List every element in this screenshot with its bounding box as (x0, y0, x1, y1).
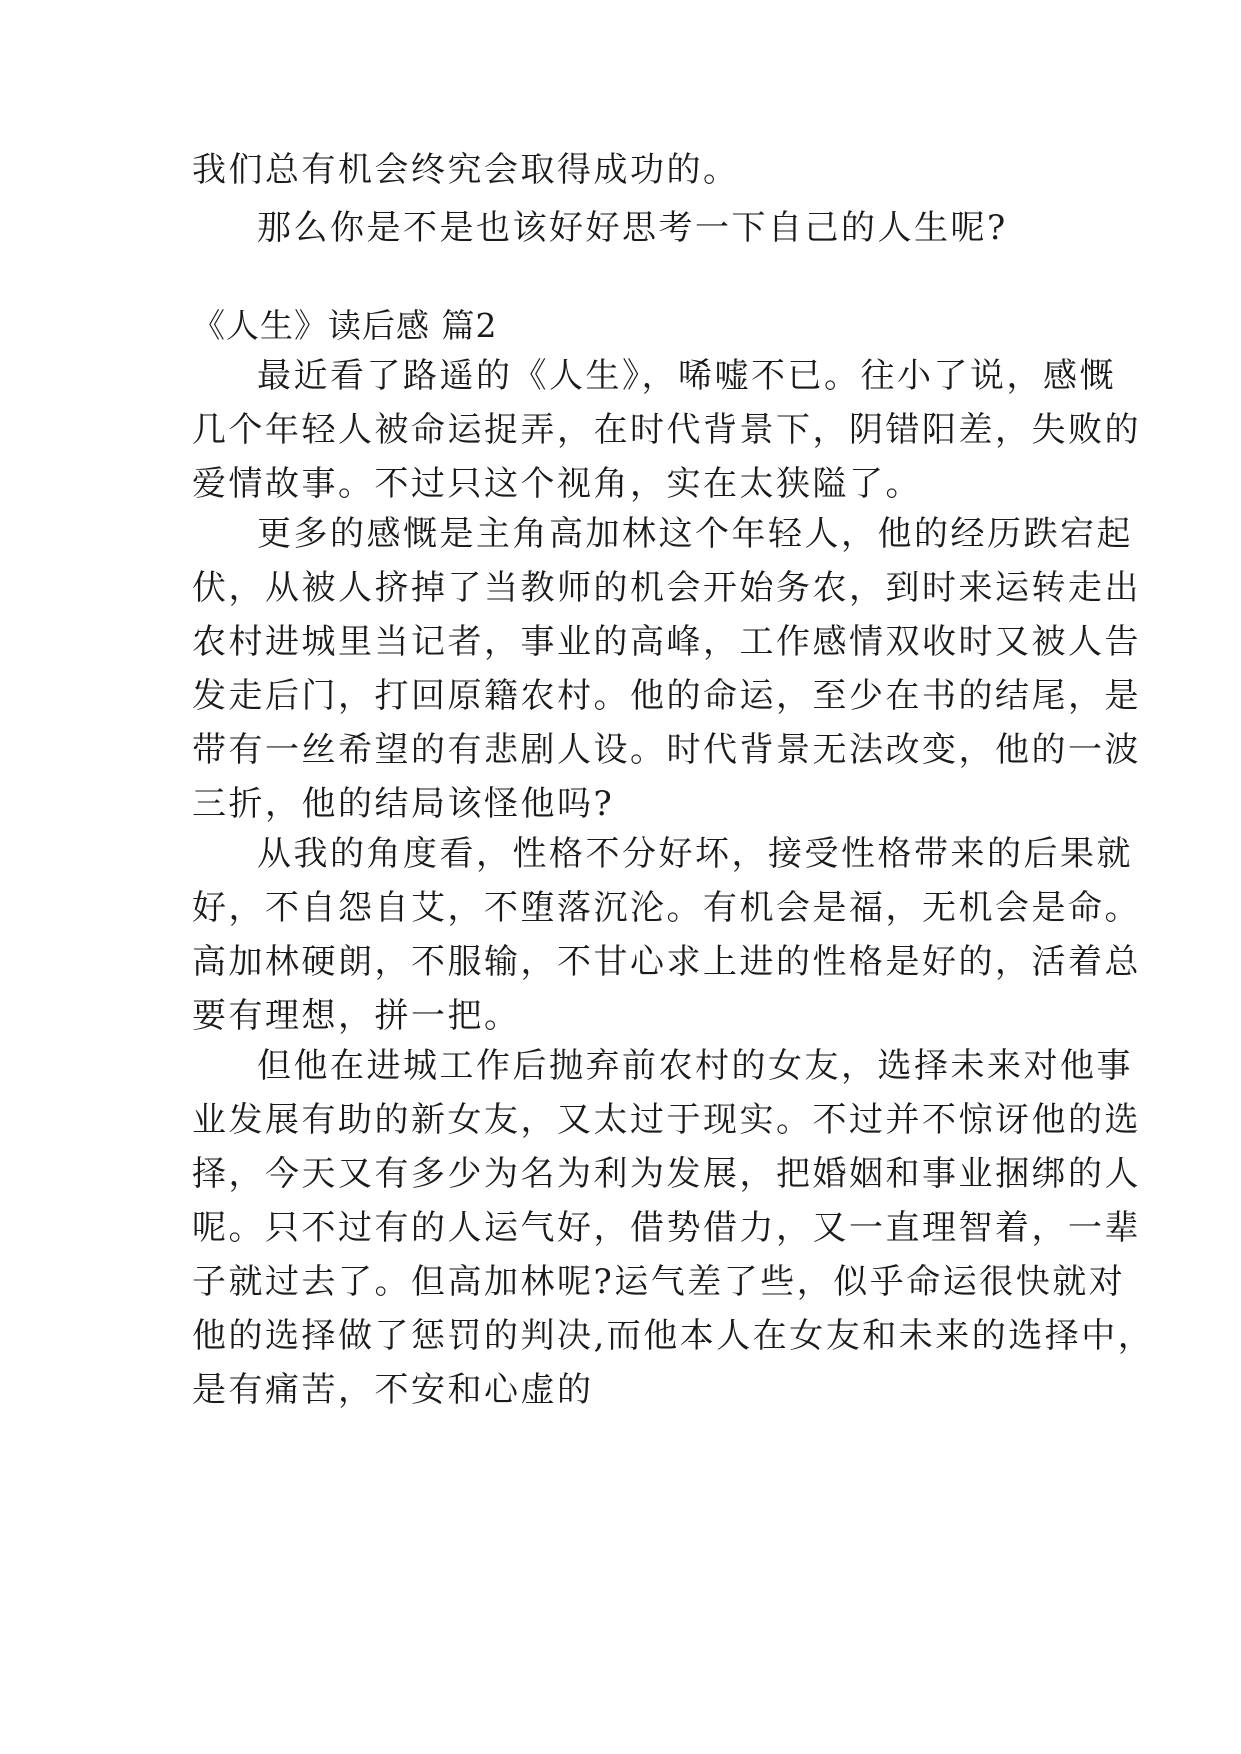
text-line: 呢。只不过有的人运气好，借势借力，又一直理智着，一辈 (192, 1208, 1141, 1248)
text-line: 择，今天又有多少为名为利为发展，把婚姻和事业捆绑的人 (192, 1154, 1141, 1194)
text-line: 几个年轻人被命运捉弄，在时代背景下，阴错阳差，失败的 (192, 410, 1141, 450)
text-line: 最近看了路遥的《人生》，唏嘘不已。往小了说，感慨 (257, 356, 1116, 396)
text-line: 是有痛苦，不安和心虚的 (192, 1370, 594, 1410)
text-line: 好，不自怨自艾，不堕落沉沦。有机会是福，无机会是命。 (192, 888, 1141, 928)
text-line: 带有一丝希望的有悲剧人设。时代背景无法改变，他的一波 (192, 730, 1141, 770)
text-line: 要有理想，拼一把。 (192, 996, 521, 1036)
text-line: 业发展有助的新女友，又太过于现实。不过并不惊讶他的选 (192, 1100, 1141, 1140)
text-line: 高加林硬朗，不服输，不甘心求上进的性格是好的，活着总 (192, 942, 1141, 982)
text-line: 农村进城里当记者，事业的高峰，工作感情双收时又被人告 (192, 622, 1141, 662)
text-line: 我们总有机会终究会取得成功的。 (192, 150, 740, 190)
text-line: 从我的角度看，性格不分好坏，接受性格带来的后果就 (257, 834, 1133, 874)
text-line: 爱情故事。不过只这个视角，实在太狭隘了。 (192, 464, 922, 504)
text-line: 子就过去了。但高加林呢?运气差了些，似乎命运很快就对 (192, 1262, 1126, 1302)
text-line: 那么你是不是也该好好思考一下自己的人生呢? (257, 208, 1008, 248)
text-line: 发走后门，打回原籍农村。他的命运，至少在书的结尾，是 (192, 676, 1141, 716)
text-line: 三折，他的结局该怪他吗? (192, 784, 615, 824)
text-line: 更多的感慨是主角高加林这个年轻人，他的经历跌宕起 (257, 514, 1133, 554)
text-line: 他的选择做了惩罚的判决,而他本人在女友和未来的选择中， (192, 1316, 1155, 1356)
section-title: 《人生》读后感 篇2 (192, 306, 498, 345)
text-line: 伏，从被人挤掉了当教师的机会开始务农，到时来运转走出 (192, 568, 1141, 608)
text-line: 但他在进城工作后抛弃前农村的女友，选择未来对他事 (257, 1046, 1133, 1086)
